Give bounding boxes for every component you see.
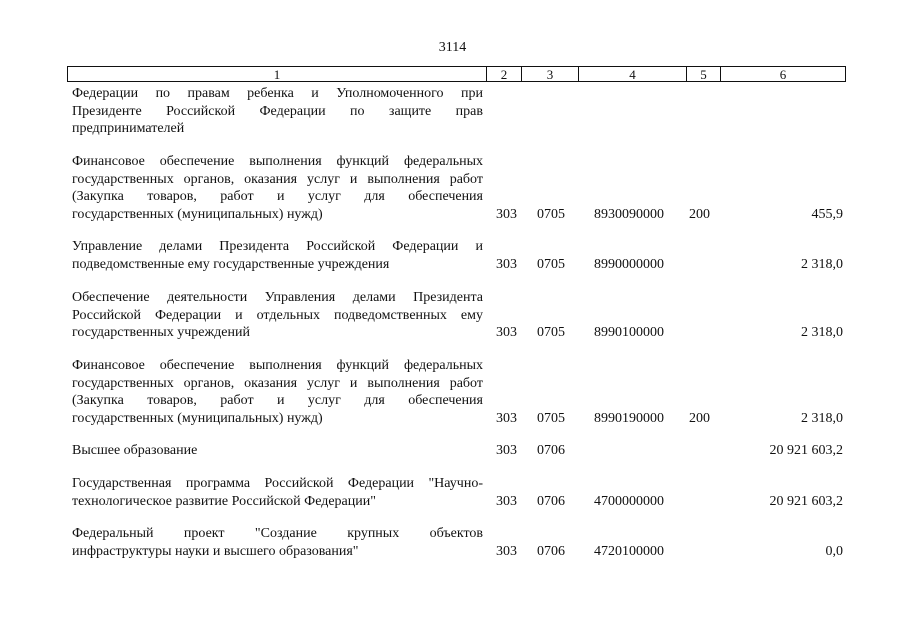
cell-code-3: 0706 bbox=[537, 543, 565, 559]
cell-code-2: 303 bbox=[496, 443, 517, 458]
description-line: Высшее образование bbox=[72, 443, 198, 458]
row-description bbox=[72, 153, 483, 223]
cell-amount: 2 318,0 bbox=[801, 410, 843, 426]
description-line: государственных (муниципальных) нужд) bbox=[72, 206, 323, 222]
description-line: предпринимателей bbox=[72, 121, 185, 137]
description-line: Федерации по правам ребенка и Уполномоченного при bbox=[72, 86, 483, 101]
header-col-2: 2 bbox=[486, 67, 521, 81]
header-col-3: 3 bbox=[521, 67, 578, 81]
description-line: государственных (муниципальных) нужд) bbox=[72, 410, 323, 426]
description-line: государственных органов, оказания услуг и выполнения работ bbox=[72, 375, 483, 391]
cell-code-4: 8990100000 bbox=[594, 325, 664, 341]
cell-code-2: 303 bbox=[496, 256, 517, 272]
cell-amount: 455,9 bbox=[811, 206, 843, 222]
row-description bbox=[72, 85, 483, 138]
description-line: (Закупка товаров, работ и услуг для обеспечения bbox=[72, 189, 483, 205]
cell-code-4: 8990000000 bbox=[594, 256, 664, 272]
cell-code-2: 303 bbox=[496, 410, 517, 426]
cell-code-2: 303 bbox=[496, 493, 517, 509]
description-line: инфраструктуры науки и высшего образования" bbox=[72, 543, 359, 559]
cell-code-3: 0705 bbox=[537, 325, 565, 341]
cell-code-4: 8930090000 bbox=[594, 206, 664, 222]
cell-amount: 2 318,0 bbox=[801, 256, 843, 272]
row-description bbox=[72, 525, 483, 560]
row-description bbox=[72, 289, 483, 342]
cell-code-3: 0705 bbox=[537, 256, 565, 272]
description-line: Финансовое обеспечение выполнения функций федеральных bbox=[72, 154, 483, 169]
row-description bbox=[72, 357, 483, 427]
cell-code-2: 303 bbox=[496, 206, 517, 222]
cell-code-4: 4700000000 bbox=[594, 493, 664, 509]
cell-code-2: 303 bbox=[496, 543, 517, 559]
description-line: государственных учреждений bbox=[72, 325, 250, 341]
cell-amount: 20 921 603,2 bbox=[769, 443, 843, 458]
description-line: Финансовое обеспечение выполнения функций федеральных bbox=[72, 358, 483, 373]
header-col-1: 1 bbox=[273, 67, 281, 82]
description-line: (Закупка товаров, работ и услуг для обеспечения bbox=[72, 393, 483, 409]
description-line: государственных органов, оказания услуг и выполнения работ bbox=[72, 171, 483, 187]
row-description bbox=[72, 238, 483, 273]
table-header bbox=[67, 66, 846, 82]
description-line: Государственная программа Российской Федерации "Научно- bbox=[72, 476, 483, 491]
description-line: Обеспечение деятельности Управления делами Президента bbox=[72, 290, 483, 305]
header-col-5: 5 bbox=[686, 67, 720, 81]
row-description bbox=[72, 442, 483, 460]
cell-code-3: 0706 bbox=[537, 493, 565, 509]
description-line: технологическое развитие Российской Федерации" bbox=[72, 493, 376, 509]
cell-code-4: 8990190000 bbox=[594, 410, 664, 426]
description-line: подведомственные ему государственные учреждения bbox=[72, 256, 390, 272]
cell-code-5: 200 bbox=[689, 410, 710, 426]
cell-code-3: 0705 bbox=[537, 206, 565, 222]
page-number: 3114 bbox=[438, 40, 467, 55]
header-col-4: 4 bbox=[578, 67, 686, 81]
row-description bbox=[72, 475, 483, 510]
description-line: Управление делами Президента Российской Федерации и bbox=[72, 239, 483, 254]
cell-code-3: 0705 bbox=[537, 410, 565, 426]
cell-code-4: 4720100000 bbox=[594, 543, 664, 559]
cell-amount: 20 921 603,2 bbox=[769, 493, 843, 509]
cell-code-3: 0706 bbox=[537, 443, 565, 458]
cell-amount: 2 318,0 bbox=[801, 325, 843, 341]
cell-code-2: 303 bbox=[496, 325, 517, 341]
cell-amount: 0,0 bbox=[825, 543, 843, 559]
description-line: Федеральный проект "Создание крупных объектов bbox=[72, 526, 483, 541]
cell-code-5: 200 bbox=[689, 206, 710, 222]
description-line: Президенте Российской Федерации по защите прав bbox=[72, 103, 483, 119]
header-col-6: 6 bbox=[720, 67, 845, 81]
description-line: Российской Федерации и отдельных подведомственных ему bbox=[72, 307, 483, 323]
